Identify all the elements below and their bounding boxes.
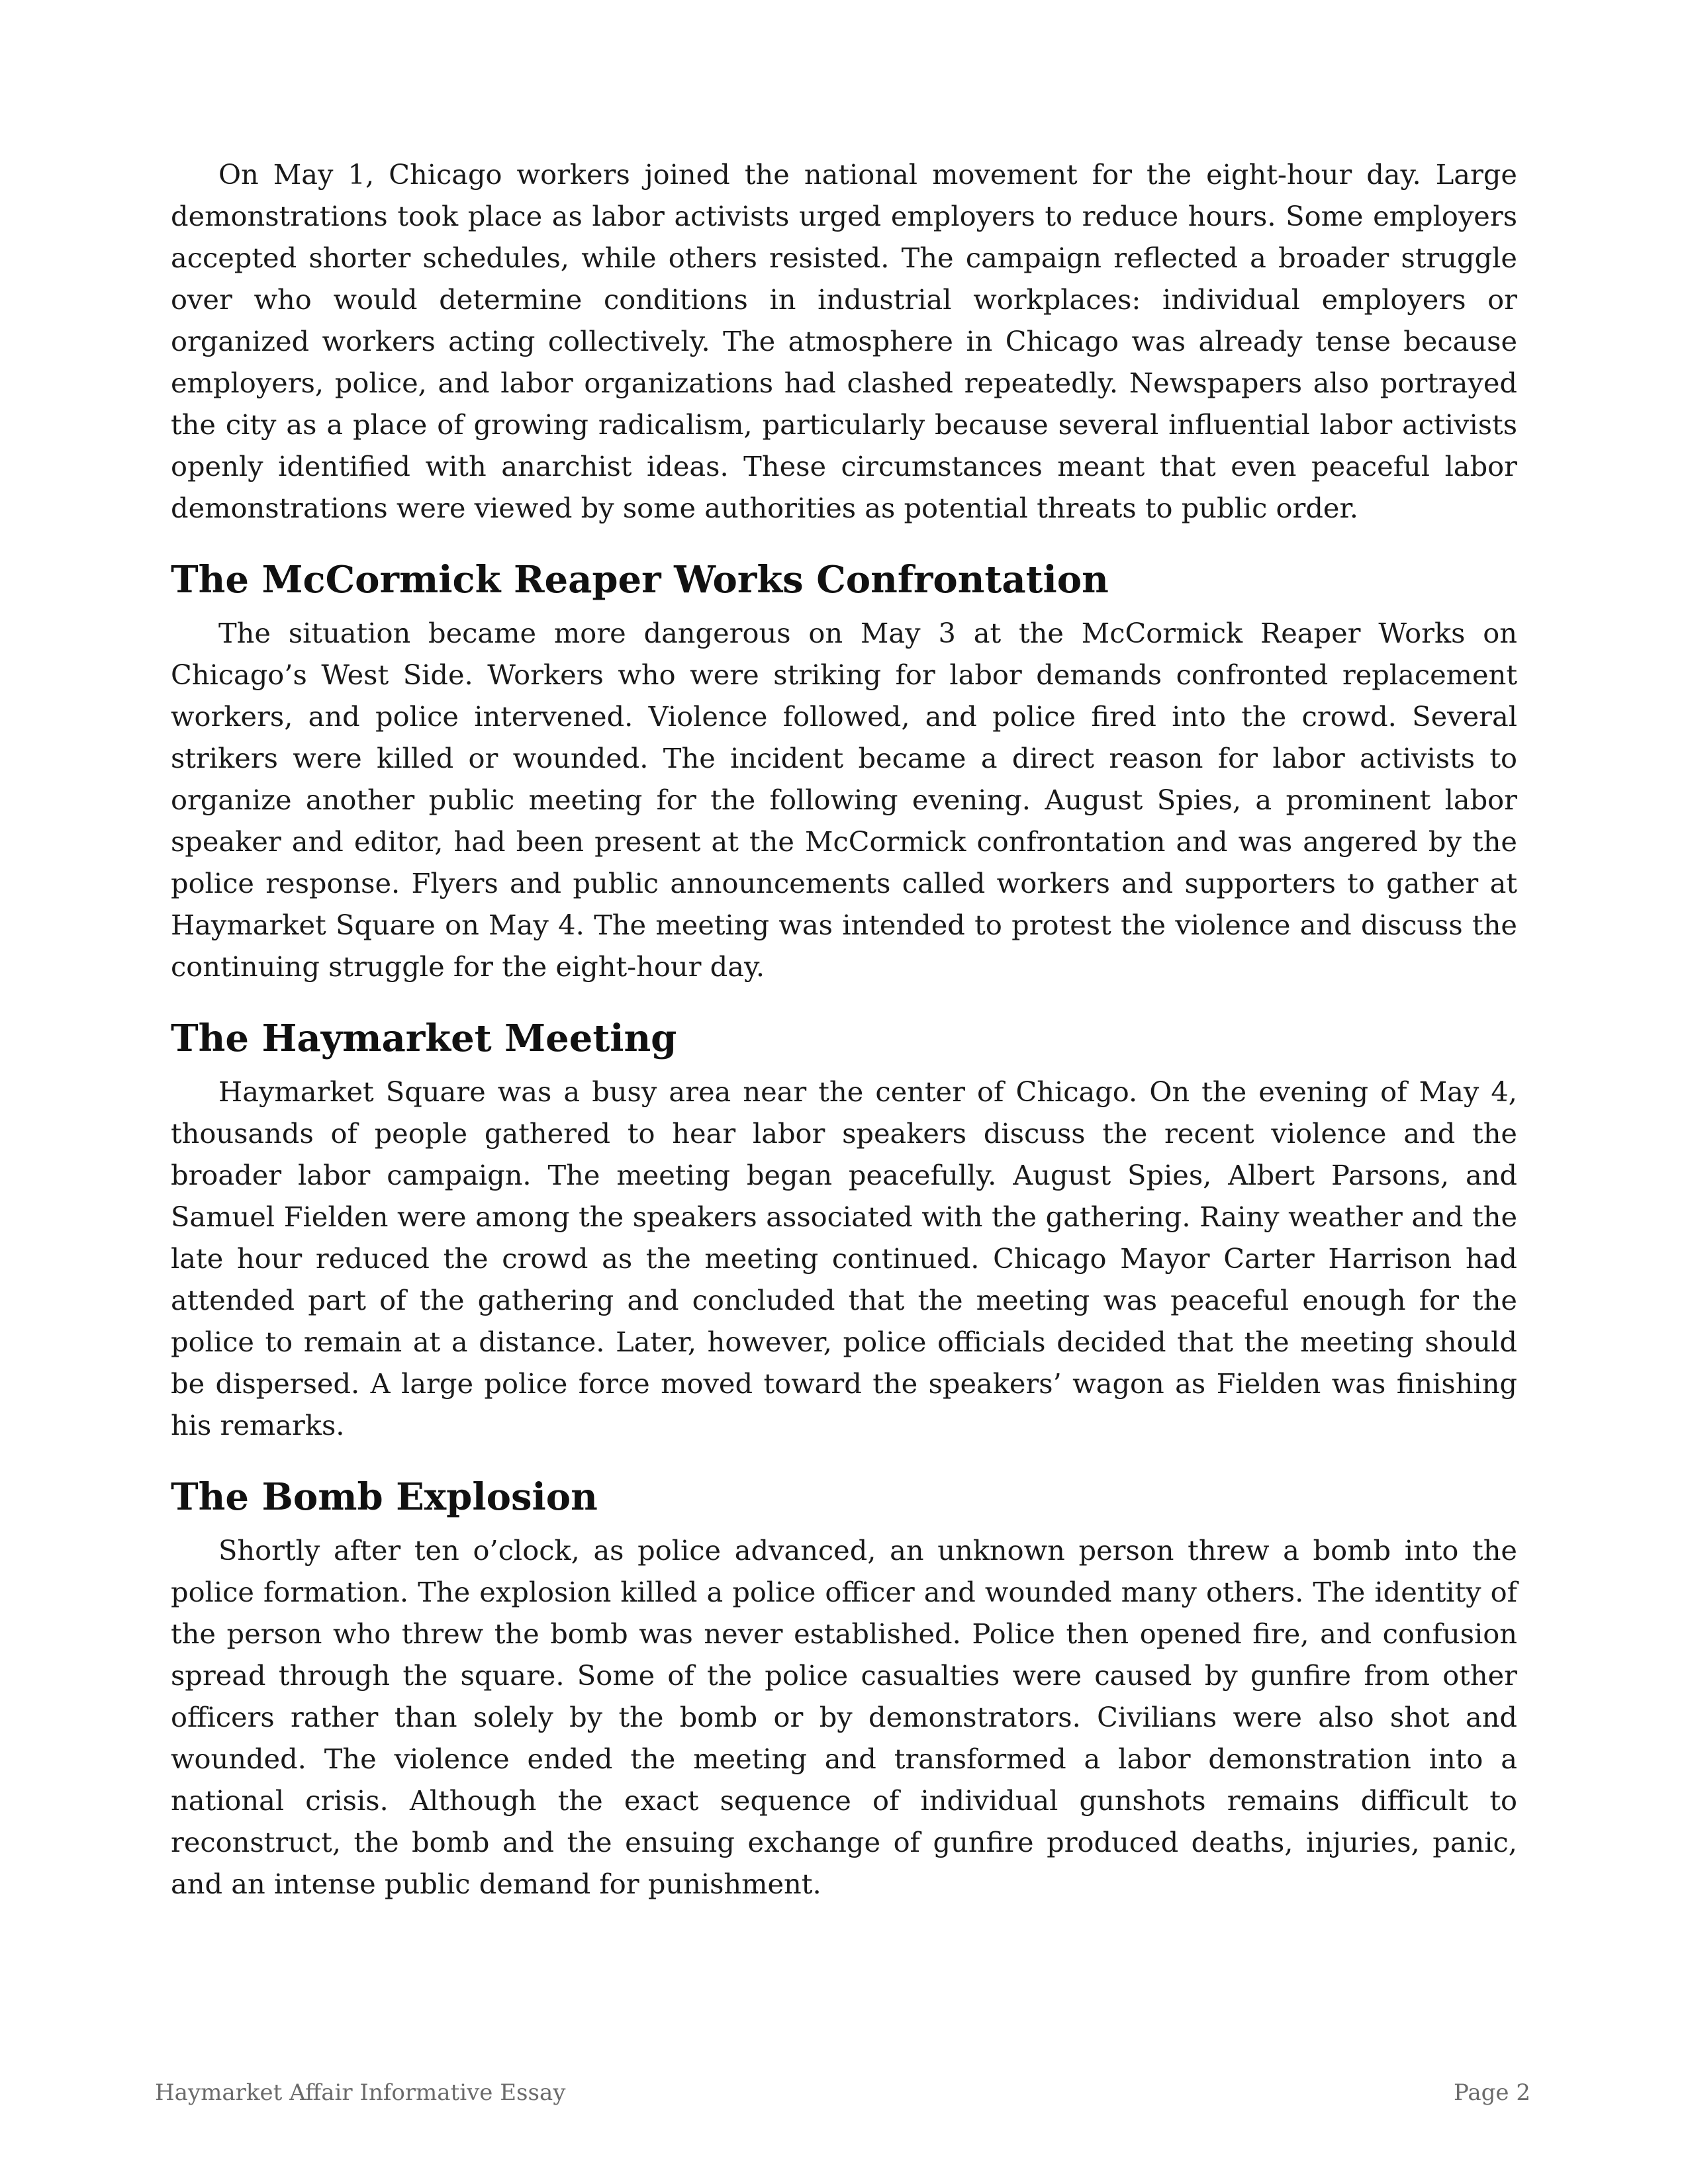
footer-document-title: Haymarket Affair Informative Essay: [155, 2079, 566, 2106]
intro-paragraph: On May 1, Chicago workers joined the national movement for the eight-hour day. Large demonstrations took place as labor activists urged employers to reduce hours. Some employers accepted shorter schedules, while others resisted. The campaign reflected a broader struggle over who would determine conditions in industrial workplaces: individual employers or organized workers acting collectively. The atmosphere in Chicago was already tense because employers, police, and labor organizations had clashed repeatedly. Newspapers also portrayed the city as a place of growing radicalism, particularly because several influential labor activists openly identified with anarchist ideas. These circumstances meant that even peaceful labor demonstrations were viewed by some authorities as potential threats to public order.: [171, 158, 1517, 524]
section-paragraph-bomb-explosion: Shortly after ten o’clock, as police advanced, an unknown person threw a bomb into the police formation. The explosion killed a police officer and wounded many others. The identity of the person who threw the bomb was never established. Police then opened fire, and confusion spread through the square. Some of the police casualties were caused by gunfire from other officers rather than solely by the bomb or by demonstrators. Civilians were also shot and wounded. The violence ended the meeting and transformed a labor demonstration into a national crisis. Although the exact sequence of individual gunshots remains difficult to reconstruct, the bomb and the ensuing exchange of gunfire produced deaths, injuries, panic, and an intense public demand for punishment.: [171, 1534, 1517, 1900]
section-heading-haymarket-meeting: The Haymarket Meeting: [171, 1017, 677, 1060]
section-heading-bomb-explosion: The Bomb Explosion: [171, 1475, 598, 1519]
document-body: [171, 154, 1517, 1905]
section-paragraph-mccormick: The situation became more dangerous on May 3 at the McCormick Reaper Works on Chicago’s West Side. Workers who were striking for labor demands confronted replacement workers, and police intervened. Violence followed, and police fired into the crowd. Several strikers were killed or wounded. The incident became a direct reason for labor activists to organize another public meeting for the following evening. August Spies, a prominent labor speaker and editor, had been present at the McCormick confrontation and was angered by the police response. Flyers and public announcements called workers and supporters to gather at Haymarket Square on May 4. The meeting was intended to protest the violence and discuss the continuing struggle for the eight-hour day.: [171, 617, 1517, 983]
section-paragraph-haymarket-meeting: Haymarket Square was a busy area near the center of Chicago. On the evening of May 4, thousands of people gathered to hear labor speakers discuss the recent violence and the broader labor campaign. The meeting began peacefully. August Spies, Albert Parsons, and Samuel Fielden were among the speakers associated with the gathering. Rainy weather and the late hour reduced the crowd as the meeting continued. Chicago Mayor Carter Harrison had attended part of the gathering and concluded that the meeting was peaceful enough for the police to remain at a distance. Later, however, police officials decided that the meeting should be dispersed. A large police force moved toward the speakers’ wagon as Fielden was finishing his remarks.: [171, 1075, 1517, 1441]
footer-page-number: Page 2: [1454, 2079, 1530, 2106]
section-heading-mccormick: The McCormick Reaper Works Confrontation: [171, 558, 1109, 602]
